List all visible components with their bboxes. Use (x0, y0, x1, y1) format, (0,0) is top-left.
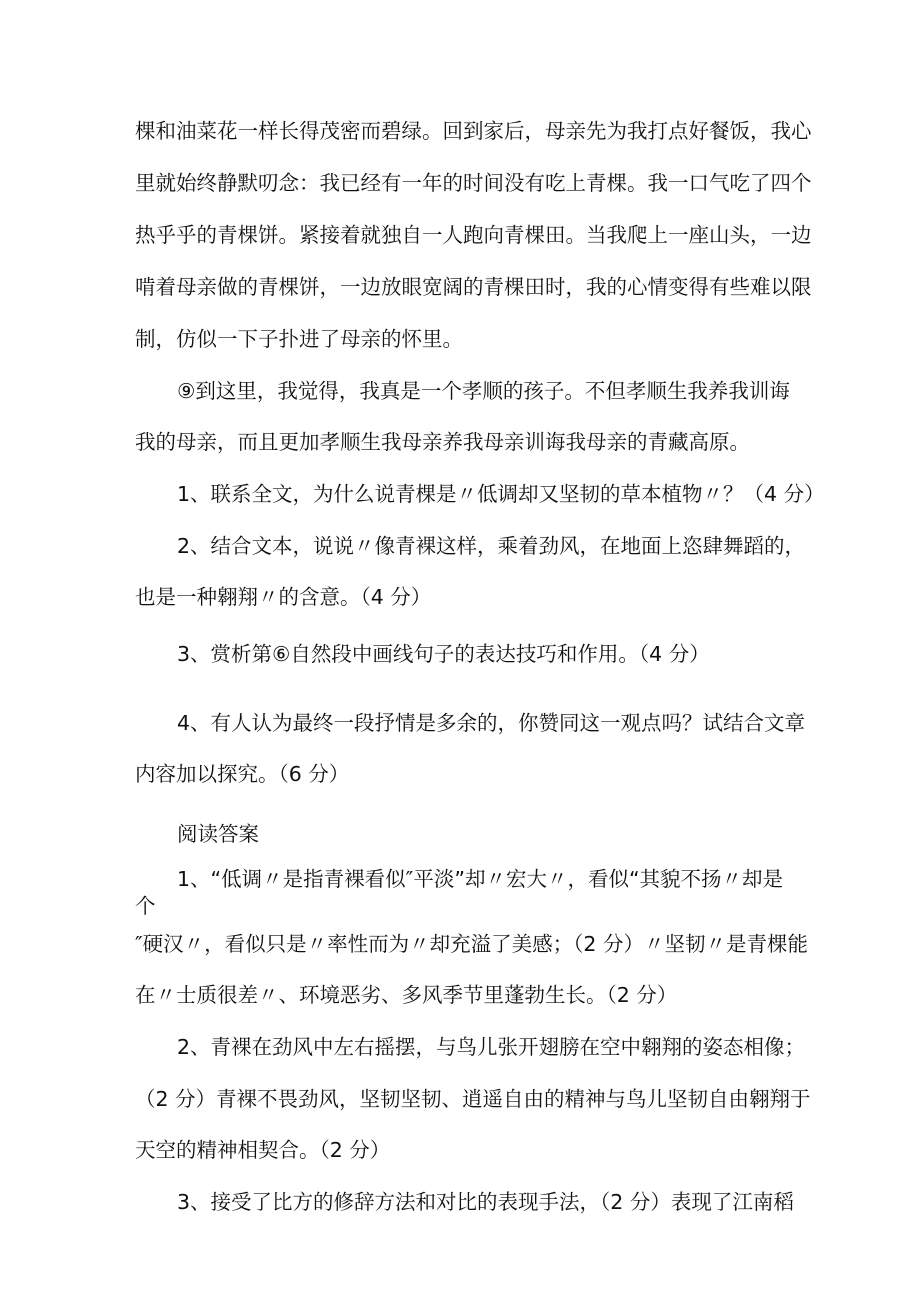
answer-line: 3、接受了比方的修辞方法和对比的表现手法，（2 分）表现了江南稻 (177, 1190, 794, 1214)
question-line: 4、有人认为最终一段抒情是多余的，你赞同这一观点吗？试结合文章 (177, 711, 806, 735)
answer-line: 1、“低调〃是指青裸看似″平淡”却〃宏大〃，看似“其貌不扬〃却是 (177, 867, 784, 891)
answer-line: （2 分）青裸不畏劲风，坚韧坚韧、逍遥自由的精神与鸟儿坚韧自由翱翔于 (135, 1087, 811, 1111)
answer-line: 2、青裸在劲风中左右摇摆，与鸟儿张开翅膀在空中翱翔的姿态相像； (177, 1035, 806, 1059)
answer-line: 天空的精神相契合。（2 分） (135, 1138, 391, 1162)
passage-line: 棵和油菜花一样长得茂密而碧绿。回到家后，母亲先为我打点好餐饭，我心 (135, 119, 812, 143)
passage-line: 热乎乎的青棵饼。紧接着就独自一人跑向青棵田。当我爬上一座山头，一边 (135, 223, 812, 247)
passage-line: 我的母亲，而且更加孝顺生我母亲养我母亲训诲我母亲的青藏高原。 (135, 430, 750, 454)
answer-line: 个 (135, 894, 156, 918)
passage-line: 啃着母亲做的青棵饼，一边放眼宽阔的青棵田时，我的心情变得有些难以限 (135, 275, 812, 299)
question-line: 内容加以探究。（6 分） (135, 762, 350, 786)
question-line: 1、联系全文，为什么说青棵是〃低调却又坚韧的草本植物〃？（4 分） (177, 482, 825, 506)
answer-line: ″硬汉〃，看似只是〃率性而为〃却充溢了美感；（2 分）〃坚韧〃是青棵能 (135, 932, 808, 956)
question-line: 2、结合文本，说说〃像青裸这样，乘着劲风，在地面上恣肆舞蹈的， (177, 534, 806, 558)
question-line: 也是一种翱翔〃的含意。（4 分） (135, 585, 432, 609)
answer-heading: 阅读答案 (177, 822, 259, 846)
passage-line: 里就始终静默叨念：我已经有一年的时间没有吃上青棵。我一口气吃了四个 (135, 171, 812, 195)
answer-line: 在〃士质很差〃、环境恶劣、多风季节里蓬勃生长。（2 分） (135, 983, 678, 1007)
passage-line: 制，仿似一下子扑进了母亲的怀里。 (135, 327, 463, 351)
passage-line: ⑨到这里，我觉得，我真是一个孝顺的孩子。不但孝顺生我养我训诲 (177, 379, 790, 403)
question-line: 3、赏析第⑥自然段中画线句子的表达技巧和作用。（4 分） (177, 642, 710, 666)
